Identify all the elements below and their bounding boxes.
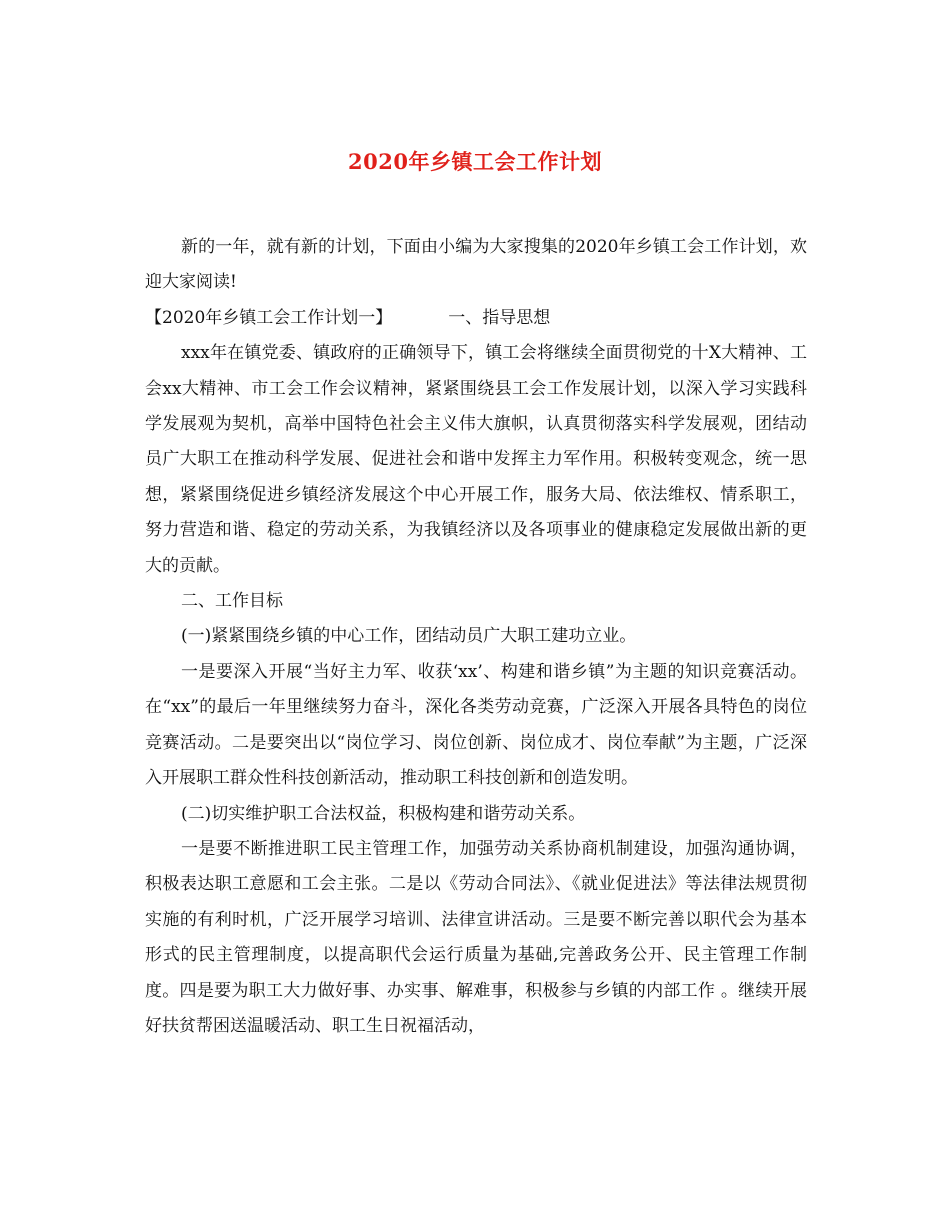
- document-body: [145, 230, 807, 1044]
- section2-heading: 二、工作目标: [181, 591, 283, 612]
- goal2-paragraph: 一是要不断推进职工民主管理工作，加强劳动关系协商机制建设，加强沟通协调，积极表达职工意愿和工会主张。二是以《劳动合同法》、《就业促进法》等法律法规贯彻实施的有利时机，广泛开展学习培训、法律宣讲活动。三是要不断完善以职代会为基本形式的民主管理制度，以提高职代会运行质量为基础,完善政务公开、民主管理工作制度。四是要为职工大力做好事、办实事、解难事，积极参与乡镇的内部工作 。继续开展好扶贫帮困送温暖活动、职工生日祝福活动，: [145, 838, 807, 1036]
- document-title: 2020年乡镇工会工作计划: [348, 149, 602, 174]
- intro-paragraph: 新的一年，就有新的计划，下面由小编为大家搜集的2020年乡镇工会工作计划，欢迎大家阅读!: [145, 237, 807, 293]
- guiding-paragraph: xxx年在镇党委、镇政府的正确领导下，镇工会将继续全面贯彻党的十X大精神、工会xx大精神、市工会工作会议精神，紧紧围绕县工会工作发展计划，以深入学习实践科学发展观为契机，高举中国特色社会主义伟大旗帜，认真贯彻落实科学发展观，团结动员广大职工在推动科学发展、促进社会和谐中发挥主力军作用。积极转变观念，统一思想，紧紧围绕促进乡镇经济发展这个中心开展工作，服务大局、依法维权、情系职工，努力营造和谐、稳定的劳动关系，为我镇经济以及各项事业的健康稳定发展做出新的更大的贡献。: [145, 343, 807, 576]
- goal2-heading: (二)切实维护职工合法权益，积极构建和谐劳动关系。: [181, 803, 586, 824]
- section1-bracket-title: 【2020年乡镇工会工作计划一】: [145, 307, 393, 328]
- goal1-heading: (一)紧紧围绕乡镇的中心工作，团结动员广大职工建功立业。: [181, 626, 637, 647]
- section1-line: [145, 301, 807, 336]
- section1-heading: 一、指导思想: [448, 307, 551, 328]
- goal1-paragraph: 一是要深入开展“当好主力军、收获‘xx’、构建和谐乡镇”为主题的知识竞赛活动。在“xx”的最后一年里继续努力奋斗，深化各类劳动竞赛，广泛深入开展各具特色的岗位竞赛活动。二是要突出以“岗位学习、岗位创新、岗位成才、岗位奉献”为主题，广泛深入开展职工群众性科技创新活动，推动职工科技创新和创造发明。: [145, 661, 807, 789]
